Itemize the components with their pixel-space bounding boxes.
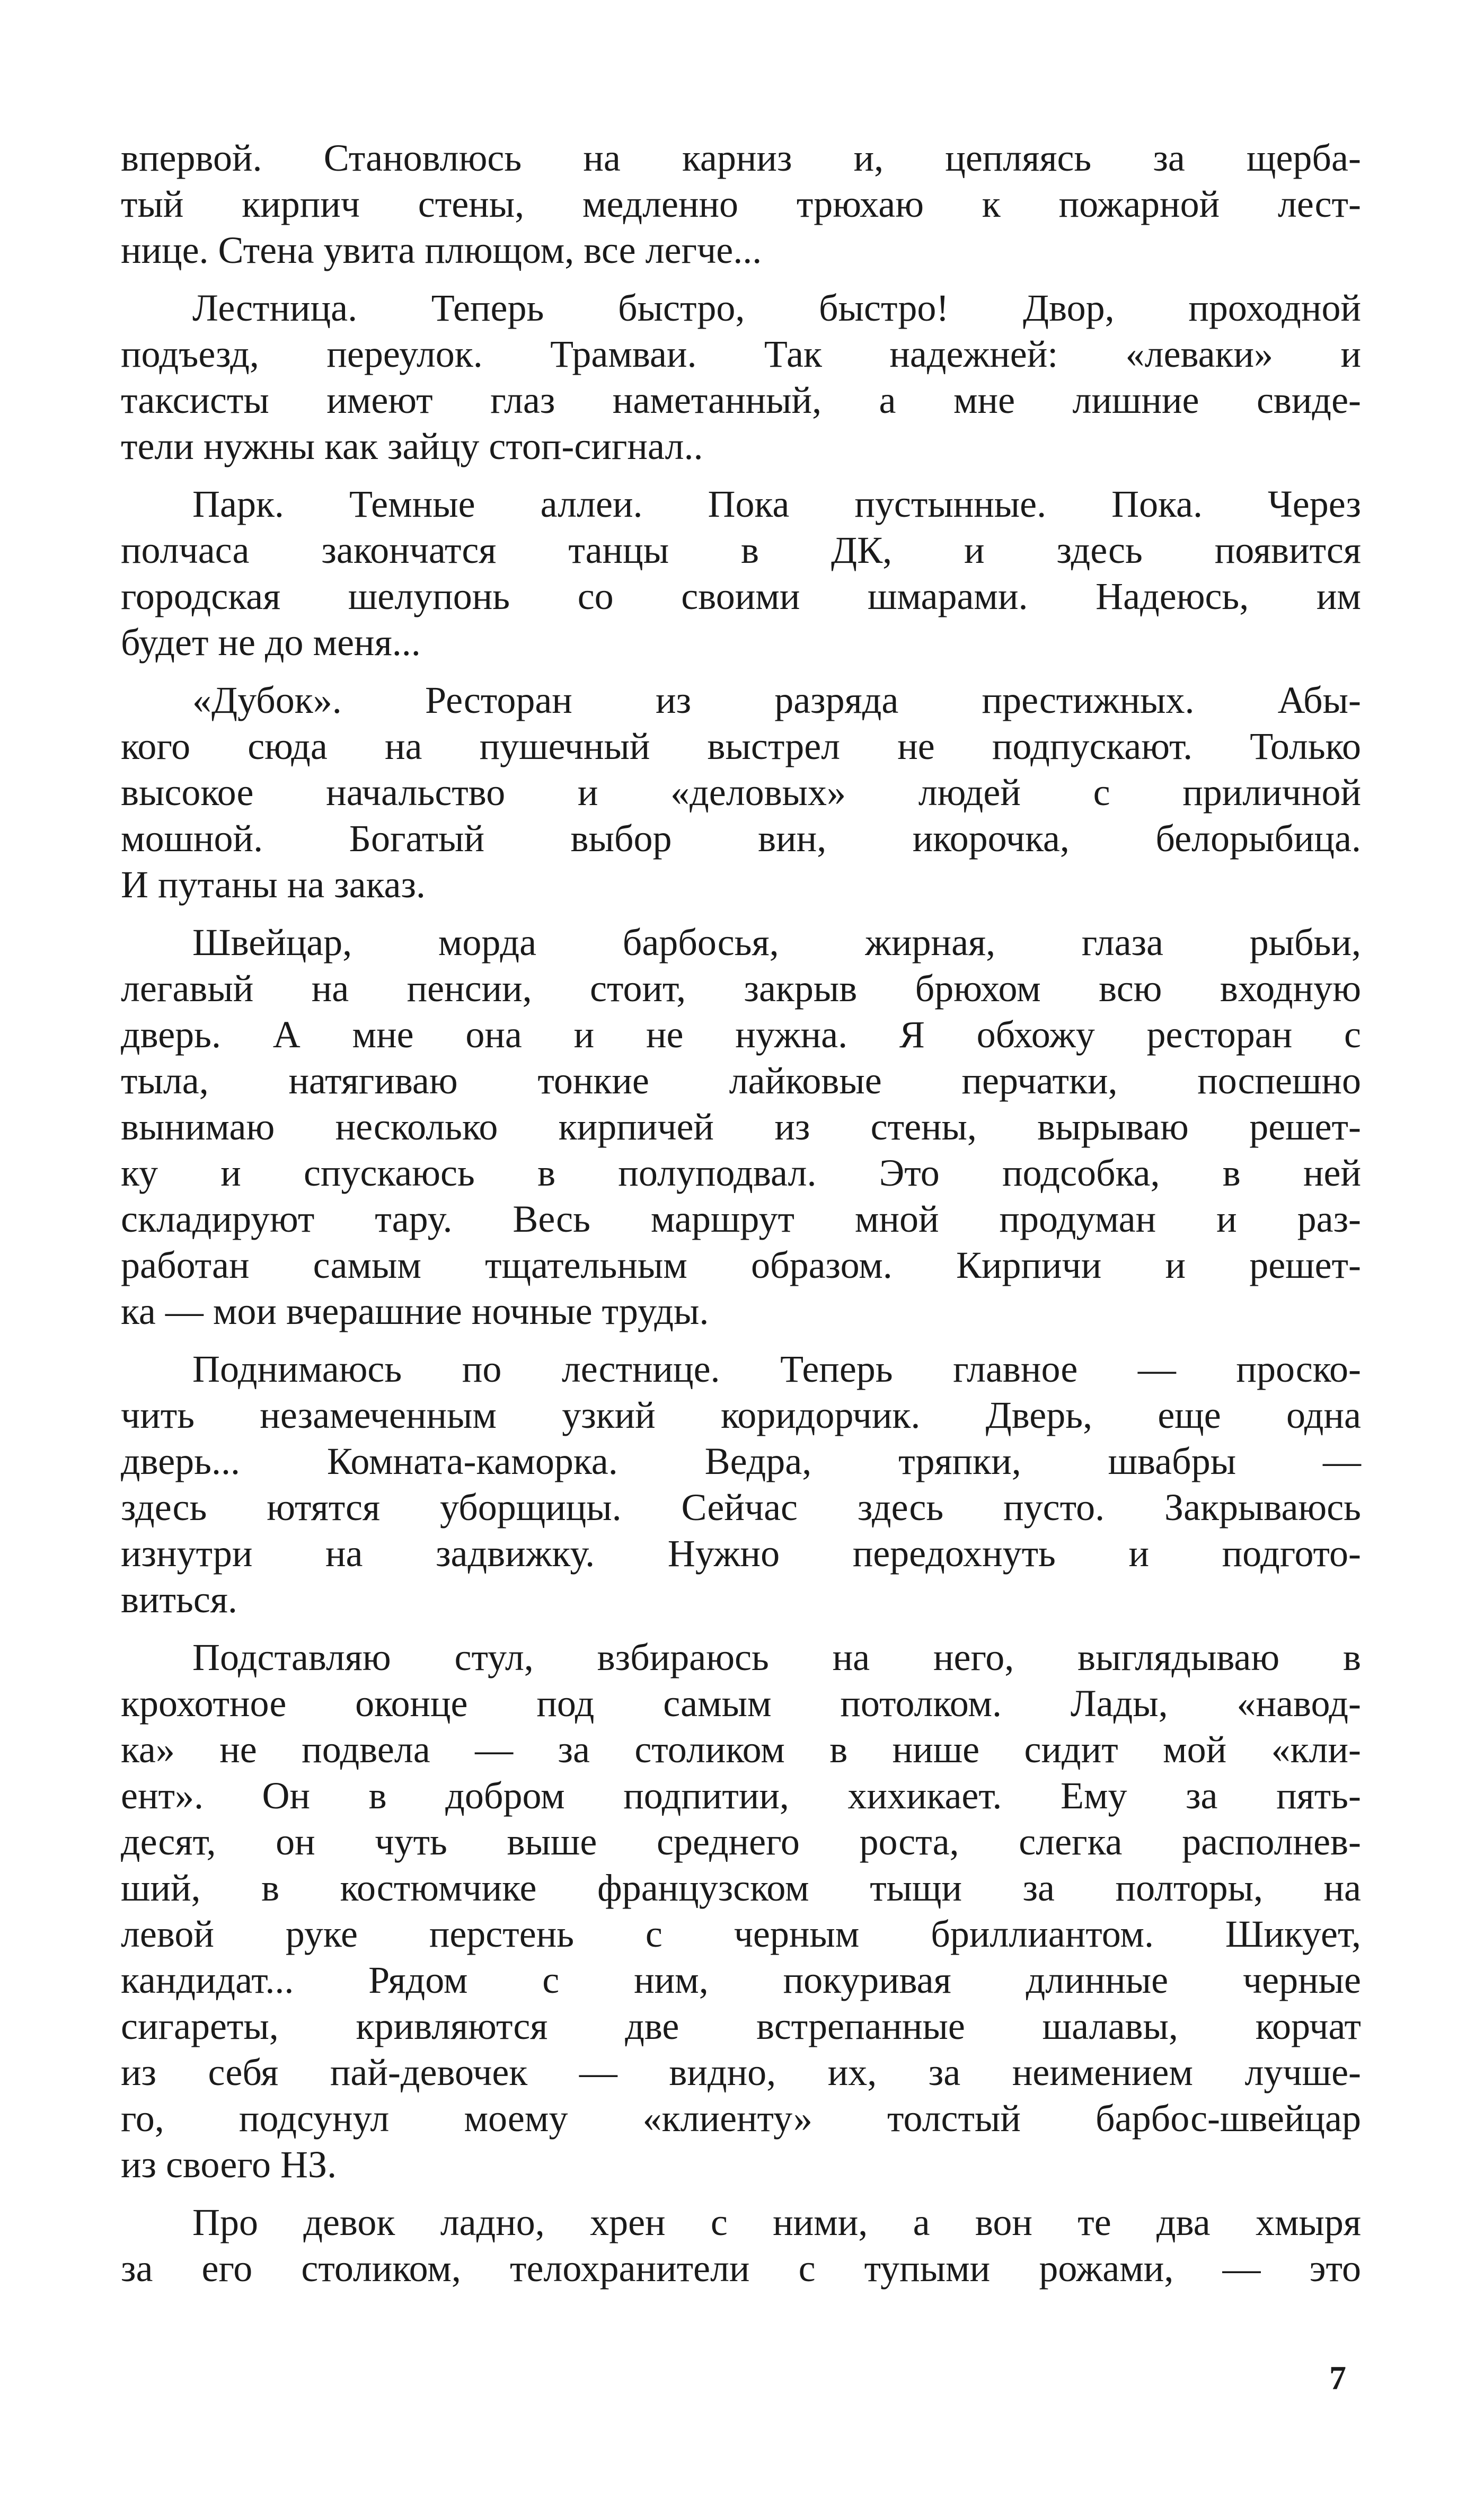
text-line: тели нужны как зайцу стоп-сигнал.. [121, 425, 703, 467]
text-line: полчаса закончатся танцы в ДК, и здесь появится [121, 529, 1361, 571]
text-line: Парк. Темные аллеи. Пока пустынные. Пока. Через [192, 483, 1361, 525]
text-line: Про девок ладно, хрен с ними, а вон те два хмыря [192, 2201, 1361, 2243]
text-line: дверь. А мне она и не нужна. Я обхожу ресторан с [121, 1013, 1361, 1056]
text-line: ка — мои вчерашние ночные труды. [121, 1290, 709, 1332]
text-line: легавый на пенсии, стоит, закрыв брюхом всю входную [121, 967, 1361, 1010]
text-line: складируют тару. Весь маршрут мной продуман и раз- [121, 1198, 1361, 1240]
text-line: подъезд, переулок. Трамваи. Так надежней: «леваки» и [121, 333, 1361, 375]
paragraph [121, 1346, 1361, 1623]
text-line: Подставляю стул, взбираюсь на него, выглядываю в [192, 1636, 1361, 1679]
text-line: ка» не подвела — за столиком в нише сидит мой «кли- [121, 1728, 1361, 1771]
text-line: ший, в костюмчике французском тыщи за полторы, на [121, 1867, 1361, 1909]
text-line: вынимаю несколько кирпичей из стены, вырываю решет- [121, 1106, 1361, 1148]
text-line: Швейцар, морда барбосья, жирная, глаза рыбьи, [192, 921, 1361, 964]
text-line: таксисты имеют глаз наметанный, а мне лишние свиде- [121, 379, 1361, 421]
text-line: за его столиком, телохранители с тупыми рожами, — это [121, 2247, 1361, 2290]
text-line: городская шелупонь со своими шмарами. Надеюсь, им [121, 575, 1361, 617]
text-line: И путаны на заказ. [121, 863, 426, 906]
text-line: левой руке перстень с черным бриллиантом. Шикует, [121, 1913, 1361, 1955]
text-line: крохотное оконце под самым потолком. Лады, «навод- [121, 1682, 1361, 1725]
paragraph [121, 135, 1361, 273]
text-line: высокое начальство и «деловых» людей с приличной [121, 771, 1361, 814]
paragraph [121, 481, 1361, 666]
paragraph [121, 1635, 1361, 2188]
text-line: «Дубок». Ресторан из разряда престижных. Абы- [192, 679, 1361, 721]
text-line: мошной. Богатый выбор вин, икорочка, белорыбица. [121, 817, 1361, 860]
text-line: будет не до меня... [121, 621, 421, 664]
body-text [121, 135, 1361, 2303]
text-line: из себя пай-девочек — видно, их, за неимением лучше- [121, 2051, 1361, 2093]
text-line: дверь... Комната-каморка. Ведра, тряпки, швабры — [121, 1440, 1361, 1482]
text-line: изнутри на задвижку. Нужно передохнуть и подгото- [121, 1532, 1361, 1575]
text-line: работан самым тщательным образом. Кирпичи и решет- [121, 1244, 1361, 1286]
text-line: здесь ютятся уборщицы. Сейчас здесь пусто. Закрываюсь [121, 1486, 1361, 1529]
text-line: впервой. Становлюсь на карниз и, цепляясь за щерба- [121, 137, 1361, 179]
text-line: виться. [121, 1578, 237, 1621]
text-line: кандидат... Рядом с ним, покуривая длинные черные [121, 1959, 1361, 2001]
paragraph [121, 285, 1361, 470]
paragraph [121, 2199, 1361, 2292]
text-line: кого сюда на пушечный выстрел не подпускают. Только [121, 725, 1361, 767]
text-line: тыла, натягиваю тонкие лайковые перчатки, поспешно [121, 1059, 1361, 1102]
text-line: десят, он чуть выше среднего роста, слегка располнев- [121, 1821, 1361, 1863]
text-line: го, подсунул моему «клиенту» толстый барбос-швейцар [121, 2097, 1361, 2140]
text-line: Поднимаюсь по лестнице. Теперь главное — проско- [192, 1348, 1361, 1390]
text-line: ент». Он в добром подпитии, хихикает. Ему за пять- [121, 1774, 1361, 1817]
page-number: 7 [1329, 2359, 1346, 2397]
paragraph [121, 677, 1361, 908]
text-line: сигареты, кривляются две встрепанные шалавы, корчат [121, 2005, 1361, 2047]
text-line: нице. Стена увита плющом, все легче... [121, 229, 762, 271]
text-line: тый кирпич стены, медленно трюхаю к пожарной лест- [121, 183, 1361, 225]
text-line: ку и спускаюсь в полуподвал. Это подсобка, в ней [121, 1152, 1361, 1194]
text-line: из своего НЗ. [121, 2143, 337, 2186]
paragraph [121, 920, 1361, 1335]
text-line: Лестница. Теперь быстро, быстро! Двор, проходной [192, 287, 1361, 329]
text-line: чить незамеченным узкий коридорчик. Дверь, еще одна [121, 1394, 1361, 1436]
